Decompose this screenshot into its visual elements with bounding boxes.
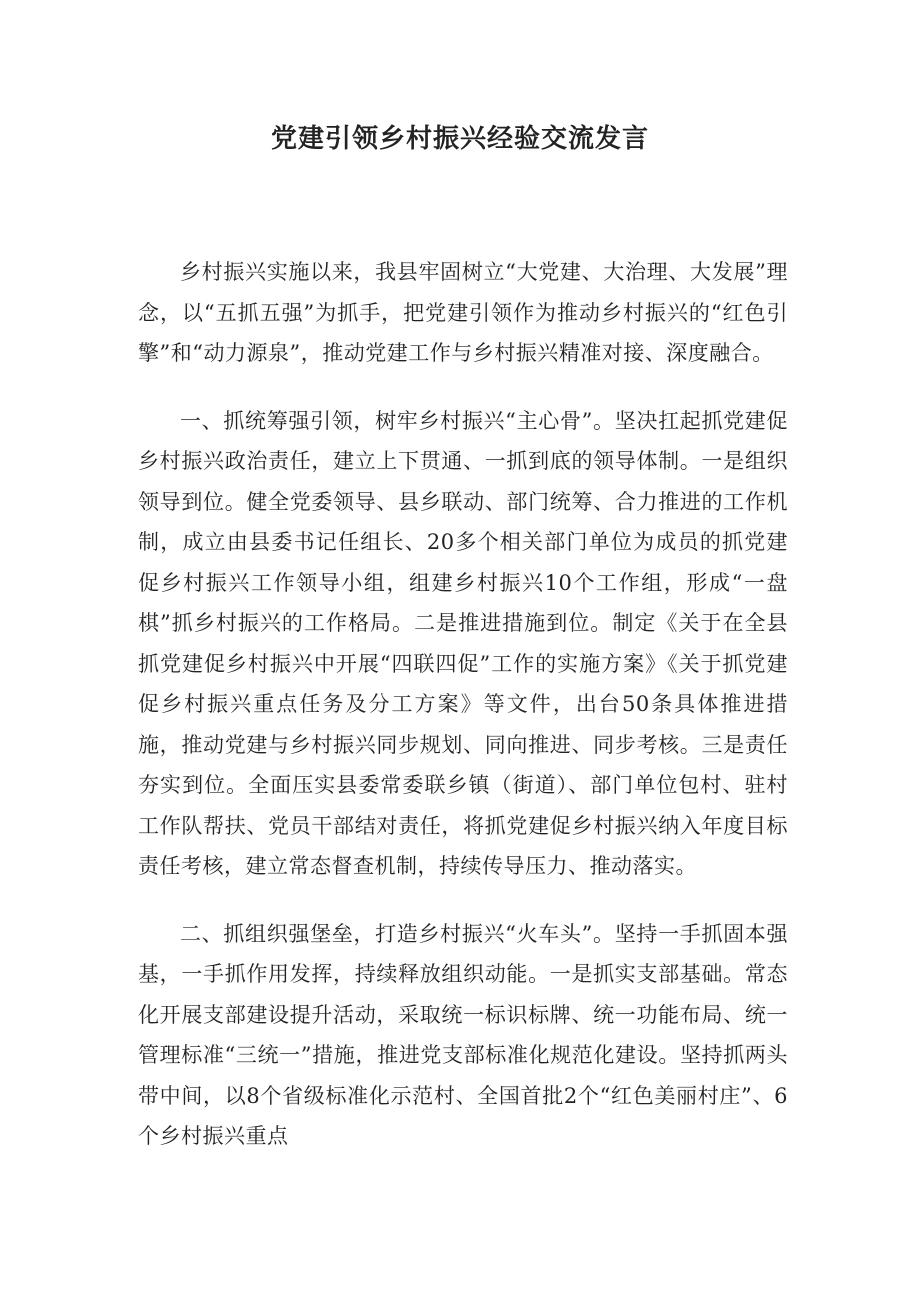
document-body (138, 252, 788, 1184)
paragraph-section-one: 一、抓统筹强引领，树牢乡村振兴“主心骨”。坚决扛起抓党建促乡村振兴政治责任，建立上下贯通、一抓到底的领导体制。一是组织领导到位。健全党委领导、县乡联动、部门统筹、合力推进的工作机制，成立由县委书记任组长、20多个相关部门单位为成员的抓党建促乡村振兴工作领导小组，组建乡村振兴10个工作组，形成“一盘棋”抓乡村振兴的工作格局。二是推进措施到位。制定《关于在全县抓党建促乡村振兴中开展“四联四促”工作的实施方案》《关于抓党建促乡村振兴重点任务及分工方案》等文件，出台50条具体推进措施，推动党建与乡村振兴同步规划、同向推进、同步考核。三是责任夯实到位。全面压实县委常委联乡镇（街道）、部门单位包村、驻村工作队帮扶、党员干部结对责任，将抓党建促乡村振兴纳入年度目标责任考核，建立常态督查机制，持续传导压力、推动落实。 (138, 408, 788, 878)
paragraph-section-two: 二、抓组织强堡垒，打造乡村振兴“火车头”。坚持一手抓固本强基，一手抓作用发挥，持续释放组织动能。一是抓实支部基础。常态化开展支部建设提升活动，采取统一标识标牌、统一功能布局、统一管理标准“三统一”措施，推进党支部标准化规范化建设。坚持抓两头带中间，以8个省级标准化示范村、全国首批2个“红色美丽村庄”、6个乡村振兴重点 (138, 921, 788, 1148)
paragraph-intro: 乡村振兴实施以来，我县牢固树立“大党建、大治理、大发展”理念，以“五抓五强”为抓手，把党建引领作为推动乡村振兴的“红色引擎”和“动力源泉”，推动党建工作与乡村振兴精准对接、深度融合。 (138, 260, 788, 365)
document-title: 党建引领乡村振兴经验交流发言 (270, 124, 649, 154)
